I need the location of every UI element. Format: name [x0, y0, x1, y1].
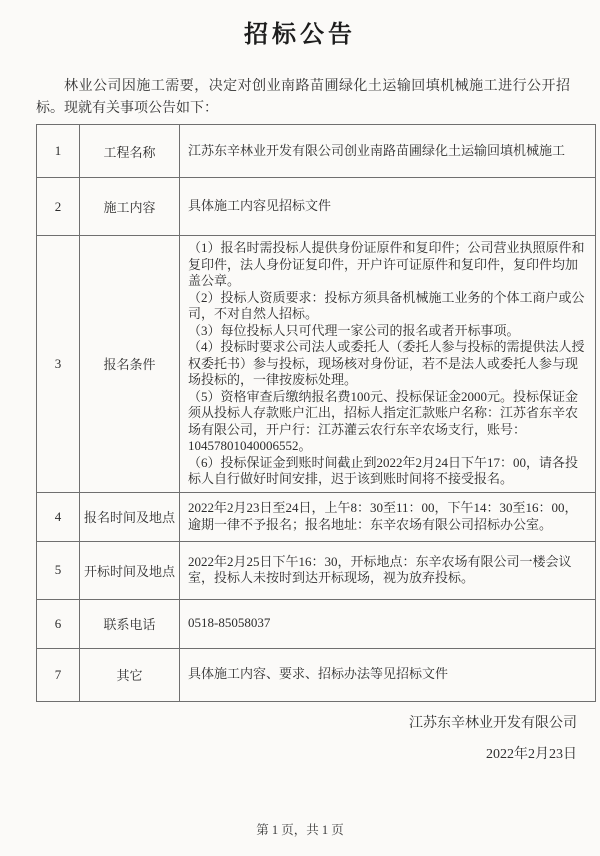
content-paragraph: 2022年2月25日下午16：30，开标地点：东辛农场有限公司一楼会议室，投标人未按时到达开标现场，视为放弃投标。	[188, 553, 572, 585]
row-label-cell: 联系电话	[80, 599, 180, 648]
signature-block	[0, 714, 577, 765]
signature-company: 江苏东辛林业开发有限公司	[409, 715, 577, 731]
table-row	[37, 178, 596, 236]
content-paragraph: （1）报名时需投标人提供身份证原件和复印件；公司营业执照原件和复印件，法人身份证复印件，开户许可证原件和复印件，复印件均加盖公章。	[188, 240, 585, 288]
table-row	[37, 492, 596, 541]
row-content-cell	[180, 125, 596, 178]
content-paragraph: （2）投标人资质要求：投标方须具备机械施工业务的个体工商户或公司，不对自然人招标。	[188, 289, 585, 321]
table-row	[37, 236, 596, 493]
row-label-cell: 工程名称	[80, 125, 180, 178]
row-content-cell	[180, 492, 596, 541]
content-paragraph: （4）投标时要求公司法人或委托人（委托人参与投标的需提供法人授权委托书）参与投标，现场核对身份证，若不是法人或委托人参与现场投标的，一律按废标处理。	[188, 339, 585, 387]
content-paragraph: 具体施工内容见招标文件	[188, 198, 332, 214]
announcement-table-body	[37, 125, 596, 702]
row-label-cell: 开标时间及地点	[80, 541, 180, 599]
announcement-table	[36, 124, 596, 702]
row-label-cell: 报名时间及地点	[80, 492, 180, 541]
row-number-cell: 1	[37, 125, 80, 178]
row-label-cell: 施工内容	[80, 178, 180, 236]
table-row	[37, 125, 596, 178]
intro-paragraph: 林业公司因施工需要，决定对创业南路苗圃绿化土运输回填机械施工进行公开招标。现就有关事项公告如下：	[36, 79, 570, 116]
signature-date: 2022年2月23日	[486, 746, 577, 762]
row-content-cell	[180, 599, 596, 648]
content-paragraph: 2022年2月23日至24日，上午8：30至11：00，下午14：30至16：00，逾期一律不予报名；报名地址：东辛农场有限公司招标办公室。	[188, 500, 578, 532]
row-number-cell: 4	[37, 492, 80, 541]
row-number-cell: 2	[37, 178, 80, 236]
row-content-cell	[180, 541, 596, 599]
row-number-cell: 5	[37, 541, 80, 599]
row-label-cell: 报名条件	[80, 236, 180, 493]
content-paragraph: 0518-85058037	[188, 615, 271, 631]
content-paragraph: （5）资格审查后缴纳报名费100元、投标保证金2000元。投标保证金须从投标人存款账户汇出，招标人指定汇款账户名称：江苏省东辛农场有限公司，开户行：江苏灌云农行东辛农场支行，账号：10457801040006552。	[188, 388, 579, 453]
row-number-cell: 7	[37, 648, 80, 701]
table-row	[37, 648, 596, 701]
row-label-cell: 其它	[80, 648, 180, 701]
page-indicator: 第 1 页，共 1 页	[256, 823, 344, 837]
page-title: 招标公告	[244, 22, 356, 48]
table-row	[37, 599, 596, 648]
table-row	[37, 541, 596, 599]
row-content-cell	[180, 178, 596, 236]
content-paragraph: 具体施工内容、要求、招标办法等见招标文件	[188, 666, 449, 682]
row-number-cell: 3	[37, 236, 80, 493]
row-content-cell	[180, 236, 596, 493]
content-paragraph: （3）每位投标人只可代理一家公司的报名或者开标事项。	[188, 322, 520, 338]
row-number-cell: 6	[37, 599, 80, 648]
content-paragraph: （6）投标保证金到账时间截止到2022年2月24日下午17：00，请各投标人自行做好时间安排，迟于该到账时间将不接受报名。	[188, 454, 579, 486]
row-content-cell	[180, 648, 596, 701]
content-paragraph: 江苏东辛林业开发有限公司创业南路苗圃绿化土运输回填机械施工	[188, 142, 566, 158]
